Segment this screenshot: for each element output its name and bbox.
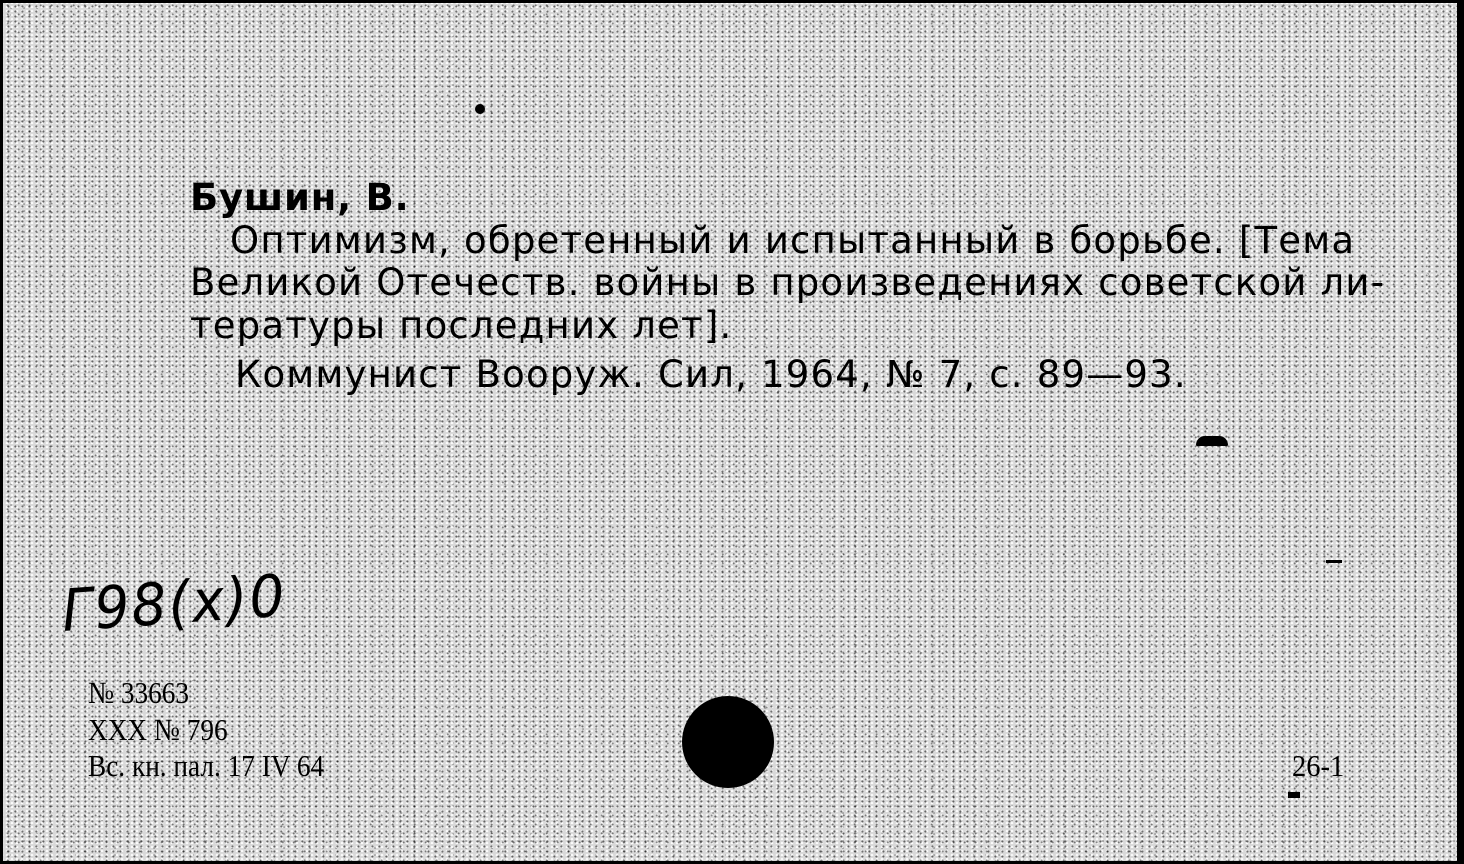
author-heading: Бушин, В. — [190, 176, 410, 219]
title-line: тературы последних лет]. — [190, 304, 733, 347]
handwritten-shelfmark: Г98(х)0 — [59, 561, 289, 645]
source-citation: Коммунист Вооруж. Сил, 1964, № 7, с. 89—93. — [235, 353, 1187, 396]
ink-mark — [1326, 560, 1342, 563]
ink-mark — [1196, 436, 1228, 446]
title-line: Великой Отечеств. войны в произведениях советской ли- — [190, 261, 1386, 304]
card-code: 26-1 — [1292, 748, 1345, 783]
registration-number: № 33663 — [88, 675, 190, 710]
book-chamber-stamp: Вс. кн. пал. 17 IV 64 — [88, 748, 325, 783]
ink-speck — [475, 104, 485, 114]
ink-mark — [1288, 792, 1300, 798]
title-line: Оптимизм, обретенный и испытанный в борьбе. [Тема — [230, 219, 1356, 262]
card-border-right — [1457, 0, 1464, 864]
card-border-left — [0, 0, 3, 864]
punch-hole — [682, 696, 774, 788]
volume-number: XXX № 796 — [88, 712, 228, 747]
card-border-top — [0, 0, 1464, 3]
